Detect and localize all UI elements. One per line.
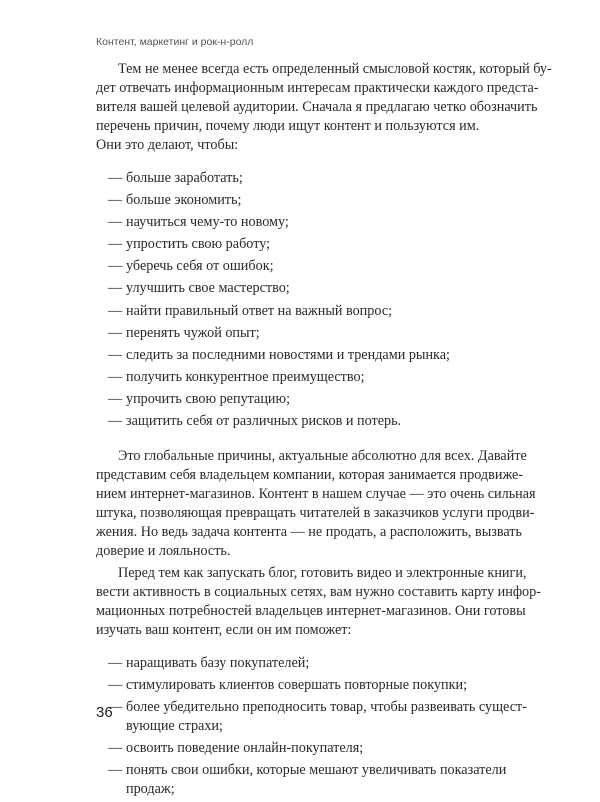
list-item: — защитить себя от различных рисков и потерь. xyxy=(96,412,507,431)
paragraph-line: перечень причин, почему люди ищут контент и пользуются им. xyxy=(96,118,480,134)
running-head: Контент, маркетинг и рок-н-ролл xyxy=(96,36,254,48)
list-item-line: продаж; xyxy=(126,781,175,798)
list-item-line: — стимулировать клиентов совершать повторные покупки; xyxy=(126,677,468,694)
list-item-line: — освоить поведение онлайн-покупателя; xyxy=(126,740,364,757)
paragraph-line: вести активность в социальных сетях, вам нужно составить карту инфор- xyxy=(96,584,541,601)
list-item: — больше заработать; xyxy=(96,169,507,188)
paragraph-line: вителя вашей целевой аудитории. Сначала я предлагаю четко обозначить xyxy=(96,99,538,115)
list-item xyxy=(96,761,507,799)
paragraph-line: дет отвечать информационным интересам практически каждого предста- xyxy=(96,80,539,96)
list-item-line: — понять свои ошибки, которые мешают увеличивать показатели xyxy=(126,762,507,779)
list-item: — следить за последними новостями и трендами рынка; xyxy=(96,346,507,365)
page-number: 36 xyxy=(96,704,113,721)
list-item: — упрочить свою репутацию; xyxy=(96,390,507,409)
list-item: — улучшить свое мастерство; xyxy=(96,279,507,298)
paragraph-line: жения. Но ведь задача контента — не продать, а расположить, вызвать xyxy=(96,524,522,541)
paragraph-content-map xyxy=(96,564,541,640)
list-item: — уберечь себя от ошибок; xyxy=(96,257,507,276)
paragraph-intro xyxy=(96,60,552,155)
paragraph-line: нием интернет-магазинов. Контент в нашем случае — это очень сильная xyxy=(96,486,536,503)
list-item xyxy=(96,739,507,758)
list-item-line: — наращивать базу покупателей; xyxy=(126,655,310,672)
paragraph-line: Перед тем как запускать блог, готовить видео и электронные книги, xyxy=(118,565,527,582)
list-item-line: — более убедительно преподносить товар, чтобы развеивать сущест- xyxy=(126,699,527,716)
list-item: — научиться чему-то новому; xyxy=(96,213,507,232)
reasons-list xyxy=(96,169,507,431)
paragraph-line: штука, позволяющая превращать читателей в заказчиков услуги продви- xyxy=(96,505,535,522)
paragraph-line: Они это делают, чтобы: xyxy=(96,137,239,153)
list-item xyxy=(96,654,507,673)
list-item-line: вующие страхи; xyxy=(126,718,223,735)
paragraph-line: доверие и лояльность. xyxy=(96,543,231,560)
list-item: — упростить свою работу; xyxy=(96,235,507,254)
paragraph-line: изучать ваш контент, если он им поможет: xyxy=(96,622,352,639)
list-item: — перенять чужой опыт; xyxy=(96,324,507,343)
needs-list xyxy=(96,654,527,799)
list-item xyxy=(96,698,527,736)
list-item: — найти правильный ответ на важный вопрос; xyxy=(96,302,507,321)
list-item: — получить конкурентное преимущество; xyxy=(96,368,507,387)
paragraph-line: мационных потребностей владельцев интернет-магазинов. Они готовы xyxy=(96,603,526,620)
paragraph-line: Тем не менее всегда есть определенный смысловой костяк, который бу- xyxy=(118,61,552,77)
list-item: — больше экономить; xyxy=(96,191,507,210)
paragraph-line: представим себя владельцем компании, которая занимается продвиже- xyxy=(96,467,524,484)
paragraph-global-reasons xyxy=(96,447,536,561)
paragraph-line: Это глобальные причины, актуальные абсолютно для всех. Давайте xyxy=(118,448,527,465)
page-body xyxy=(96,60,552,802)
list-item xyxy=(96,676,507,695)
